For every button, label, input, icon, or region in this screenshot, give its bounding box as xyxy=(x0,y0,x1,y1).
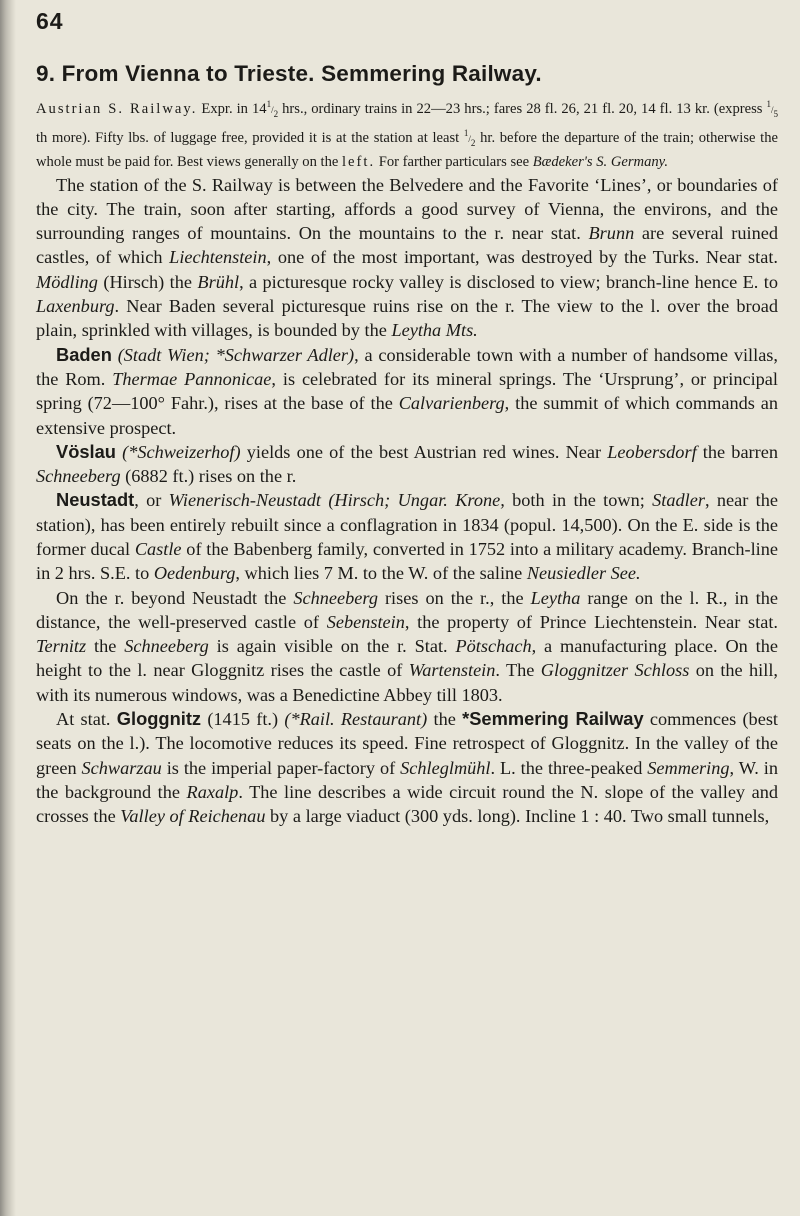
paragraph-beyond-neustadt: On the r. beyond Neustadt the Schneeberg rises on the r., the Leytha range on the l. R., in the distance, the well-preserved castle of Sebenstein, the property of Prince Liechtenstein. Near stat. Ternitz the Schneeberg is again visible on the r. Stat. Pötschach, a manufacturing place. On the height to the l. near Gloggnitz rises the castle of Wartenstein. The Gloggnitzer Schloss on the hill, with its numerous windows, was a Benedictine Abbey till 1803. xyxy=(36,587,778,705)
paragraph-baden: Baden (Stadt Wien; *Schwarzer Adler), a considerable town with a number of handsome villas, the Rom. Thermae Pannonicae, is celebrated for its mineral springs. The ‘Ursprung’, or principal spring (72—100° Fahr.), rises at the base of the Calvarienberg, the summit of which commands an extensive prospect. xyxy=(36,343,779,438)
page-number: 64 xyxy=(36,8,64,34)
paragraph-gloggnitz: At stat. Gloggnitz (1415 ft.) (*Rail. Restaurant) the *Semmering Railway commences (best seats on the l.). The locomotive reduces its speed. Fine retrospect of Gloggnitz. In the valley of the green Schwarzau is the imperial paper-factory of Schleglmühl. L. the three-peaked Semmering, W. in the background the Raxalp. The line describes a wide circuit round the N. slope of the valley and crosses the Valley of Reichenau by a large viaduct (300 yds. long). Incline 1 : 40. Two small tunnels, xyxy=(36,708,779,827)
body-text xyxy=(36,173,778,829)
paragraph-neustadt: Neustadt, or Wienerisch-Neustadt (Hirsch; Ungar. Krone, both in the town; Stadler, near the station), has been entirely rebuilt since a conflagration in 1834 (popul. 14,500). On the E. side is the former ducal Castle of the Babenberg family, converted in 1752 into a military academy. Branch-line in 2 hrs. S.E. to Oedenburg, which lies 7 M. to the W. of the saline Neusiedler See. xyxy=(36,489,778,584)
book-page xyxy=(36,8,778,829)
book-binding-edge xyxy=(0,0,16,1216)
baedeker-reference: Bædeker's S. Germany. xyxy=(532,153,668,170)
section-title: 9. From Vienna to Trieste. Semmering Railway. xyxy=(36,61,542,86)
route-intro: Austrian S. Railway. Expr. in $14^1/_2$ hrs., ordinary trains in 22—23 hrs.; fares 28 fl. 26, 21 fl. 20, 14 fl. 13 kr. (express $^1/_5$ th more). Fifty lbs. of luggage free, provided it is at the station at least $^1/_2$ hr. before the departure of the train; otherwise the whole must be paid for. Best views generally on the left. For farther particulars see Bædeker's S. Germany. xyxy=(36,99,779,170)
railway-name: Austrian S. Railway. xyxy=(36,100,198,117)
paragraph-station: The station of the S. Railway is between the Belvedere and the Favorite ‘Lines’, or boundaries of the city. The train, soon after starting, affords a good survey of Vienna, the environs, and the surrounding ranges of mountains. On the mountains to the r. near stat. Brunn are several ruined castles, of which Liechtenstein, one of the most important, was destroyed by the Turks. Near stat. Mödling (Hirsch) the Brühl, a picturesque rocky valley is disclosed to view; branch-line hence E. to Laxenburg. Near Baden several picturesque ruins rise on the r. The view to the l. over the broad plain, sprinkled with villages, is bounded by the Leytha Mts. xyxy=(36,174,779,341)
paragraph-voslau: Vöslau (*Schweizerhof) yields one of the best Austrian red wines. Near Leobersdorf the barren Schneeberg (6882 ft.) rises on the r. xyxy=(36,440,778,487)
